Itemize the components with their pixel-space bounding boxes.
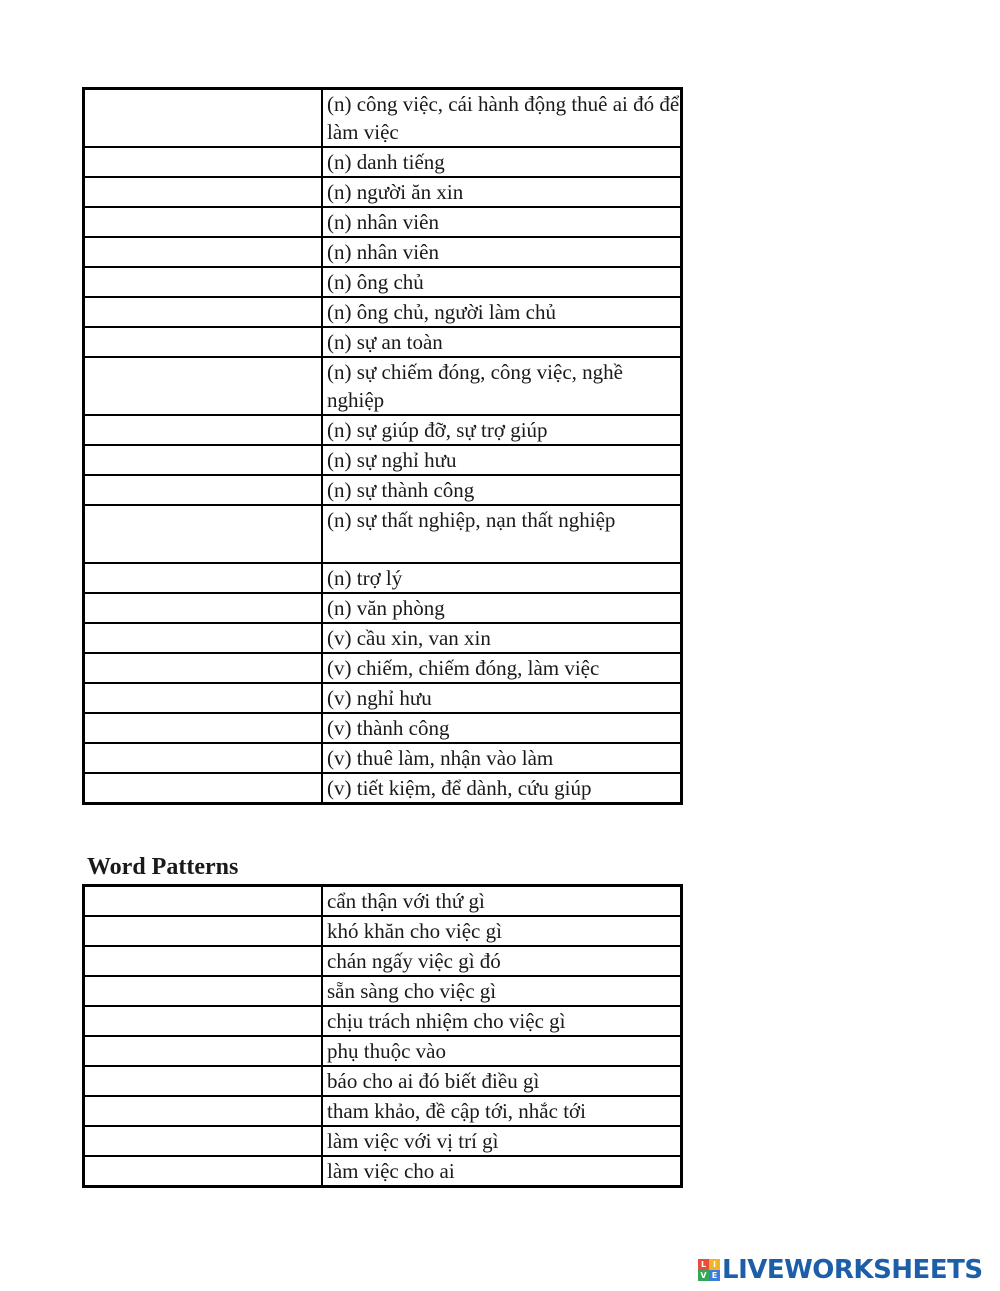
answer-cell[interactable] <box>84 475 323 505</box>
answer-cell[interactable] <box>84 1096 323 1126</box>
table-row <box>84 1036 682 1066</box>
table-row <box>84 773 682 804</box>
table-row <box>84 1096 682 1126</box>
table-row <box>84 327 682 357</box>
logo-letter: L <box>698 1259 709 1270</box>
table-row <box>84 886 682 917</box>
meaning-cell: (n) nhân viên <box>322 207 682 237</box>
meaning-cell: làm việc cho ai <box>322 1156 682 1187</box>
answer-cell[interactable] <box>84 916 323 946</box>
answer-cell[interactable] <box>84 357 323 415</box>
meaning-cell: (v) tiết kiệm, để dành, cứu giúp <box>322 773 682 804</box>
logo-letter: E <box>709 1270 720 1281</box>
meaning-cell: chán ngấy việc gì đó <box>322 946 682 976</box>
answer-cell[interactable] <box>84 267 323 297</box>
meaning-cell: khó khăn cho việc gì <box>322 916 682 946</box>
answer-cell[interactable] <box>84 1066 323 1096</box>
meaning-cell: (n) nhân viên <box>322 237 682 267</box>
table-row <box>84 1066 682 1096</box>
answer-cell[interactable] <box>84 505 323 563</box>
logo-letter: V <box>698 1270 709 1281</box>
meaning-cell: (n) sự nghỉ hưu <box>322 445 682 475</box>
answer-cell[interactable] <box>84 593 323 623</box>
vocabulary-table <box>82 87 683 805</box>
answer-cell[interactable] <box>84 1156 323 1187</box>
liveworksheets-logo <box>698 1255 983 1285</box>
answer-cell[interactable] <box>84 713 323 743</box>
meaning-cell: (n) sự thất nghiệp, nạn thất nghiệp <box>322 505 682 563</box>
meaning-cell: làm việc với vị trí gì <box>322 1126 682 1156</box>
table-row <box>84 207 682 237</box>
table-row <box>84 1126 682 1156</box>
table-row <box>84 147 682 177</box>
logo-letter: I <box>709 1259 720 1270</box>
answer-cell[interactable] <box>84 445 323 475</box>
meaning-cell: (n) sự giúp đỡ, sự trợ giúp <box>322 415 682 445</box>
answer-cell[interactable] <box>84 976 323 1006</box>
meaning-cell: (v) thuê làm, nhận vào làm <box>322 743 682 773</box>
meaning-cell: (n) người ăn xin <box>322 177 682 207</box>
table-row <box>84 1156 682 1187</box>
meaning-cell: (n) sự chiếm đóng, công việc, nghề nghiệp <box>322 357 682 415</box>
answer-cell[interactable] <box>84 207 323 237</box>
table-row <box>84 713 682 743</box>
meaning-cell: (v) chiếm, chiếm đóng, làm việc <box>322 653 682 683</box>
table-row <box>84 505 682 563</box>
table-row <box>84 297 682 327</box>
meaning-cell: sẵn sàng cho việc gì <box>322 976 682 1006</box>
table-row <box>84 1006 682 1036</box>
table-row <box>84 177 682 207</box>
answer-cell[interactable] <box>84 1126 323 1156</box>
meaning-cell: cẩn thận với thứ gì <box>322 886 682 917</box>
meaning-cell: (n) công việc, cái hành động thuê ai đó để làm việc <box>322 89 682 148</box>
answer-cell[interactable] <box>84 653 323 683</box>
meaning-cell: (n) văn phòng <box>322 593 682 623</box>
answer-cell[interactable] <box>84 297 323 327</box>
brand-name: LIVEWORKSHEETS <box>722 1255 983 1285</box>
answer-cell[interactable] <box>84 623 323 653</box>
answer-cell[interactable] <box>84 177 323 207</box>
table-row <box>84 976 682 1006</box>
table-row <box>84 743 682 773</box>
answer-cell[interactable] <box>84 563 323 593</box>
answer-cell[interactable] <box>84 743 323 773</box>
meaning-cell: (n) trợ lý <box>322 563 682 593</box>
meaning-cell: (n) sự thành công <box>322 475 682 505</box>
table-row <box>84 445 682 475</box>
table-row <box>84 623 682 653</box>
meaning-cell: (n) ông chủ, người làm chủ <box>322 297 682 327</box>
meaning-cell: (n) sự an toàn <box>322 327 682 357</box>
meaning-cell: (v) cầu xin, van xin <box>322 623 682 653</box>
answer-cell[interactable] <box>84 415 323 445</box>
answer-cell[interactable] <box>84 89 323 148</box>
answer-cell[interactable] <box>84 773 323 804</box>
table-row <box>84 475 682 505</box>
brand-logo-icon <box>698 1259 720 1281</box>
section-title-word-patterns: Word Patterns <box>87 854 239 880</box>
table-row <box>84 946 682 976</box>
table-row <box>84 237 682 267</box>
answer-cell[interactable] <box>84 147 323 177</box>
answer-cell[interactable] <box>84 683 323 713</box>
table-row <box>84 89 682 148</box>
table-row <box>84 357 682 415</box>
table-row <box>84 653 682 683</box>
answer-cell[interactable] <box>84 327 323 357</box>
table-row <box>84 415 682 445</box>
table-row <box>84 267 682 297</box>
meaning-cell: (v) nghỉ hưu <box>322 683 682 713</box>
meaning-cell: (n) danh tiếng <box>322 147 682 177</box>
answer-cell[interactable] <box>84 886 323 917</box>
meaning-cell: báo cho ai đó biết điều gì <box>322 1066 682 1096</box>
answer-cell[interactable] <box>84 1006 323 1036</box>
table-row <box>84 563 682 593</box>
table-row <box>84 593 682 623</box>
meaning-cell: tham khảo, đề cập tới, nhắc tới <box>322 1096 682 1126</box>
word-patterns-table <box>82 884 683 1188</box>
meaning-cell: chịu trách nhiệm cho việc gì <box>322 1006 682 1036</box>
table-row <box>84 683 682 713</box>
answer-cell[interactable] <box>84 1036 323 1066</box>
answer-cell[interactable] <box>84 237 323 267</box>
meaning-cell: phụ thuộc vào <box>322 1036 682 1066</box>
table-row <box>84 916 682 946</box>
meaning-cell: (v) thành công <box>322 713 682 743</box>
answer-cell[interactable] <box>84 946 323 976</box>
meaning-cell: (n) ông chủ <box>322 267 682 297</box>
